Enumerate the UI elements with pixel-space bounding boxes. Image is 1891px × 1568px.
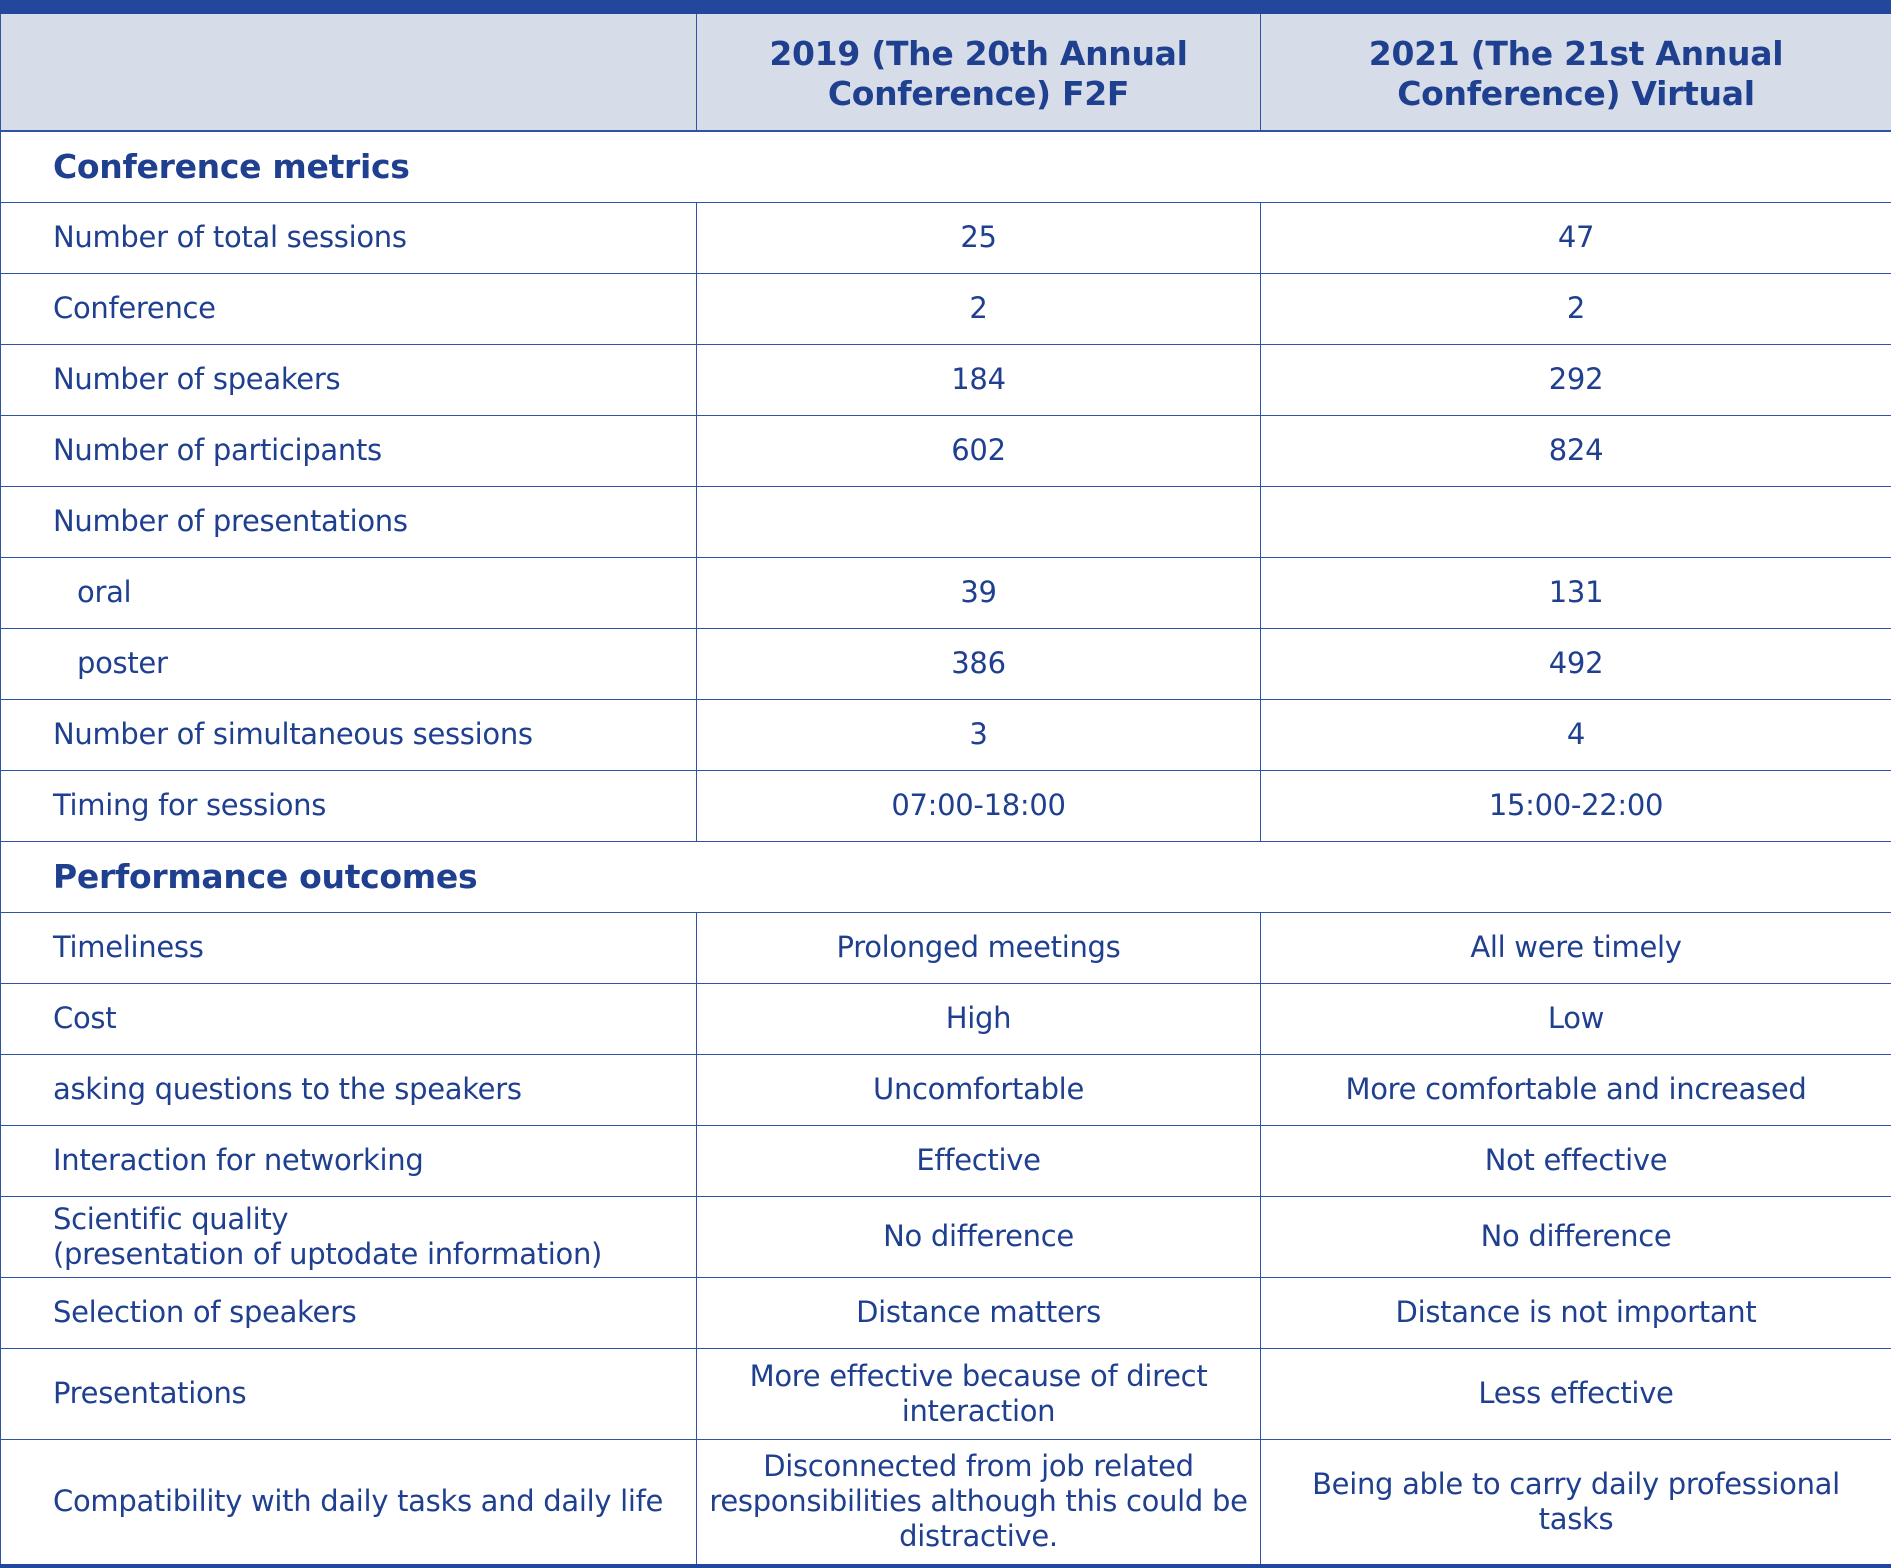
value-2019: Disconnected from job related responsibilities although this could be distractive. <box>697 1439 1261 1566</box>
value-2021: 47 <box>1261 202 1891 273</box>
row-label: Number of simultaneous sessions <box>1 699 697 770</box>
value-2019: 25 <box>697 202 1261 273</box>
table-row <box>1 273 1891 344</box>
value-2019: Uncomfortable <box>697 1054 1261 1125</box>
row-label: Interaction for networking <box>1 1125 697 1196</box>
table-row <box>1 415 1891 486</box>
value-2021: All were timely <box>1261 912 1891 983</box>
value-2021: 2 <box>1261 273 1891 344</box>
value-2021: 492 <box>1261 628 1891 699</box>
header-2021-virtual: 2021 (The 21st Annual Conference) Virtual <box>1261 7 1891 131</box>
value-2019: 39 <box>697 557 1261 628</box>
table-row <box>1 557 1891 628</box>
value-2021: 4 <box>1261 699 1891 770</box>
row-label: poster <box>1 628 697 699</box>
row-label: Timing for sessions <box>1 770 697 841</box>
row-label: oral <box>1 557 697 628</box>
value-2019: Distance matters <box>697 1277 1261 1348</box>
value-2019: High <box>697 983 1261 1054</box>
value-2021: Less effective <box>1261 1348 1891 1439</box>
table-header <box>1 7 1891 131</box>
row-label: asking questions to the speakers <box>1 1054 697 1125</box>
header-corner-cell <box>1 7 697 131</box>
value-2021 <box>1261 486 1891 557</box>
table-row <box>1 202 1891 273</box>
value-2019: 386 <box>697 628 1261 699</box>
value-2021: 292 <box>1261 344 1891 415</box>
value-2019: 3 <box>697 699 1261 770</box>
header-2019-f2f: 2019 (The 20th Annual Conference) F2F <box>697 7 1261 131</box>
value-2019: 07:00-18:00 <box>697 770 1261 841</box>
row-label: Cost <box>1 983 697 1054</box>
value-2019 <box>697 486 1261 557</box>
table-row <box>1 344 1891 415</box>
table-row <box>1 628 1891 699</box>
value-2021: 131 <box>1261 557 1891 628</box>
value-2019: 602 <box>697 415 1261 486</box>
value-2021: Low <box>1261 983 1891 1054</box>
value-2021: 824 <box>1261 415 1891 486</box>
value-2019: 184 <box>697 344 1261 415</box>
section-row-performance-outcomes <box>1 841 1891 912</box>
value-2021: No difference <box>1261 1196 1891 1277</box>
section-row-conference-metrics <box>1 131 1891 202</box>
row-label: Selection of speakers <box>1 1277 697 1348</box>
value-2019: 2 <box>697 273 1261 344</box>
row-label: Number of participants <box>1 415 697 486</box>
table-body <box>1 131 1891 1566</box>
row-label-line-1: Scientific quality <box>53 1201 289 1236</box>
value-2019: More effective because of direct interaction <box>697 1348 1261 1439</box>
row-label: Number of total sessions <box>1 202 697 273</box>
value-2021: Not effective <box>1261 1125 1891 1196</box>
header-row <box>1 7 1891 131</box>
table-row <box>1 912 1891 983</box>
row-label: Conference <box>1 273 697 344</box>
value-2021: Distance is not important <box>1261 1277 1891 1348</box>
value-2019: Effective <box>697 1125 1261 1196</box>
table-row <box>1 983 1891 1054</box>
table-row <box>1 1196 1891 1277</box>
row-label: Number of presentations <box>1 486 697 557</box>
row-label-line-2: (presentation of uptodate information) <box>53 1236 603 1271</box>
section-title: Performance outcomes <box>1 841 1891 912</box>
row-label: Presentations <box>1 1348 697 1439</box>
value-2021: 15:00-22:00 <box>1261 770 1891 841</box>
table-row <box>1 1054 1891 1125</box>
row-label: Compatibility with daily tasks and daily life <box>1 1439 697 1566</box>
table-row <box>1 699 1891 770</box>
table-row <box>1 1439 1891 1566</box>
value-2021: Being able to carry daily professional tasks <box>1261 1439 1891 1566</box>
value-2019: No difference <box>697 1196 1261 1277</box>
row-label: Number of speakers <box>1 344 697 415</box>
section-title: Conference metrics <box>1 131 1891 202</box>
row-label: Timeliness <box>1 912 697 983</box>
table-row <box>1 1348 1891 1439</box>
value-2019: Prolonged meetings <box>697 912 1261 983</box>
value-2021: More comfortable and increased <box>1261 1054 1891 1125</box>
row-label-multiline <box>1 1196 697 1277</box>
table-row <box>1 1277 1891 1348</box>
table-row <box>1 770 1891 841</box>
table-row <box>1 1125 1891 1196</box>
table-row <box>1 486 1891 557</box>
